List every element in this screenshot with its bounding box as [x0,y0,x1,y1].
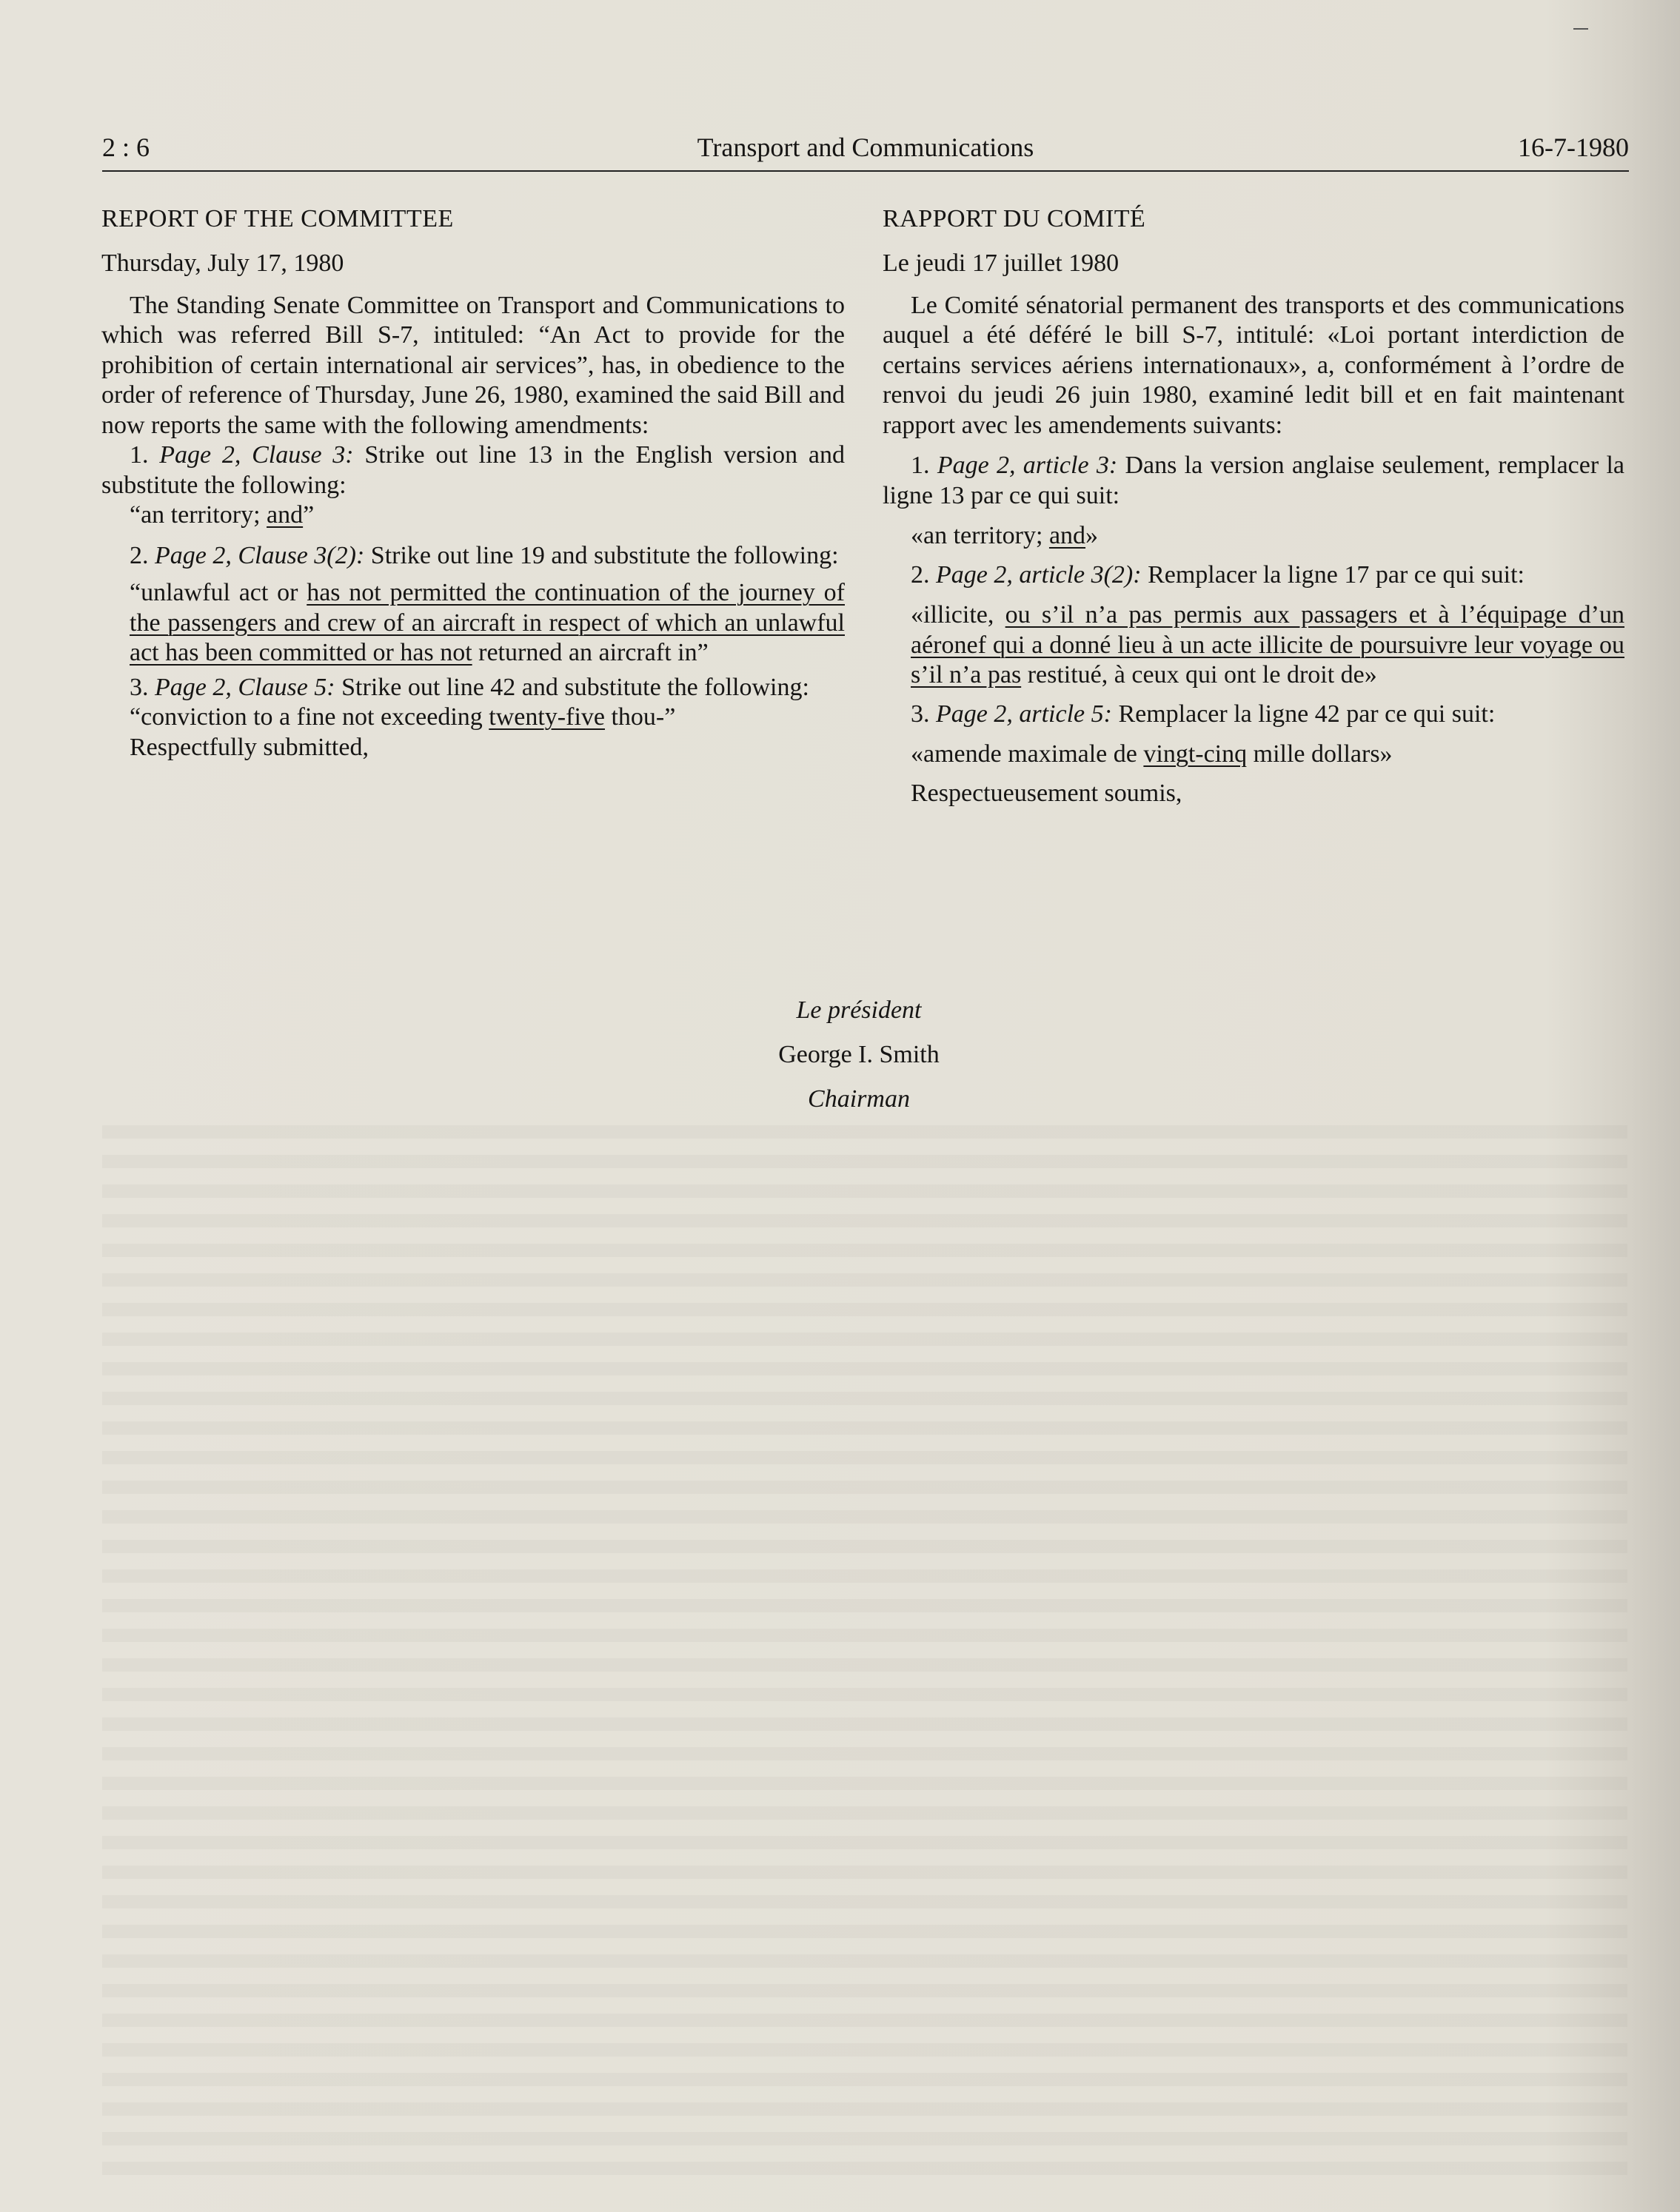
report-date-fr: Le jeudi 17 juillet 1980 [883,249,1120,277]
amendment-2-reference: Page 2, Clause 3(2): [155,541,365,569]
running-header [102,132,1629,170]
amendment-3-text-fr: «amende maximale de vingt-cinq mille dollars» [911,740,1393,768]
amendment-3-reference-fr: Page 2, article 5: [936,700,1112,728]
amendment-2: 2. Page 2, Clause 3(2): Strike out line 19 and substitute the following: [130,541,839,569]
french-column [883,204,1624,808]
amendment-2-text: “unlawful act or has not permitted the continuation of the journey of the passengers and crew of an aircraft in respect of which an unlawful act has been committed or has not returned an aircraft in” [130,579,845,666]
issue-date: 16-7-1980 [1518,133,1629,162]
amendment-1-fr: 1. Page 2, article 3: Dans la version anglaise seulement, remplacer la ligne 13 par ce qui suit: [883,452,1625,509]
amendment-1-text-fr: «an territory; and» [911,522,1099,549]
closing-line: Respectfully submitted, [130,733,369,761]
amendment-3-text: “conviction to a fine not exceeding twenty-five thou-” [130,703,676,731]
crop-mark [1573,28,1588,30]
amendment-2-text-fr: «illicite, ou s’il n’a pas permis aux passagers et à l’équipage d’un aéronef qui a donné lieu à un acte illicite de poursuivre leur voyage ou s’il n’a pas restitué, à ceux qui ont le droit de» [911,601,1624,688]
bleed-through-area [102,1125,1627,2191]
amendment-3-reference: Page 2, Clause 5: [155,673,335,701]
report-intro-fr: Le Comité sénatorial permanent des transports et des communications auquel a été déféré le bill S-7, intitulé: «Loi portant interdiction de certains services aériens internationaux», a, conformément à l’ordre de renvoi du jeudi 26 juin 1980, examiné ledit bill et en fait maintenant rapport avec les amendements suivants: [883,291,1624,439]
header-rule [102,170,1629,172]
signature-title-fr: Le président [796,996,922,1024]
english-column [101,204,845,763]
amendment-1-text: “an territory; and” [130,501,315,529]
amendment-1: 1. Page 2, Clause 3: Strike out line 13 in the English version and substitute the following: [101,441,846,499]
report-heading-fr: RAPPORT DU COMITÉ [883,205,1146,232]
page-folio: 2 : 6 [102,133,150,162]
amendment-2-fr: 2. Page 2, article 3(2): Remplacer la ligne 17 par ce qui suit: [911,560,1525,589]
closing-line-fr: Respectueusement soumis, [911,779,1182,807]
amendment-2-reference-fr: Page 2, article 3(2): [936,560,1142,589]
report-heading: REPORT OF THE COMMITTEE [101,205,454,232]
signature-title-en: Chairman [808,1085,910,1113]
amendment-3: 3. Page 2, Clause 5: Strike out line 42 and substitute the following: [130,673,809,701]
report-date: Thursday, July 17, 1980 [101,249,344,277]
publication-title: Transport and Communications [697,133,1034,162]
signature-name: George I. Smith [778,1041,940,1068]
report-intro: The Standing Senate Committee on Transport and Communications to which was referred Bill S-7, intituled: “An Act to provide for the prohibition of certain international air services”, has, in obedience to the order of reference of Thursday, June 26, 1980, examined the said Bill and now reports the same with the following amendments: [101,291,845,439]
amendment-3-fr: 3. Page 2, article 5: Remplacer la ligne 42 par ce qui suit: [911,700,1496,728]
amendment-1-reference-fr: Page 2, article 3: [937,452,1118,479]
amendment-1-reference: Page 2, Clause 3: [159,441,354,469]
